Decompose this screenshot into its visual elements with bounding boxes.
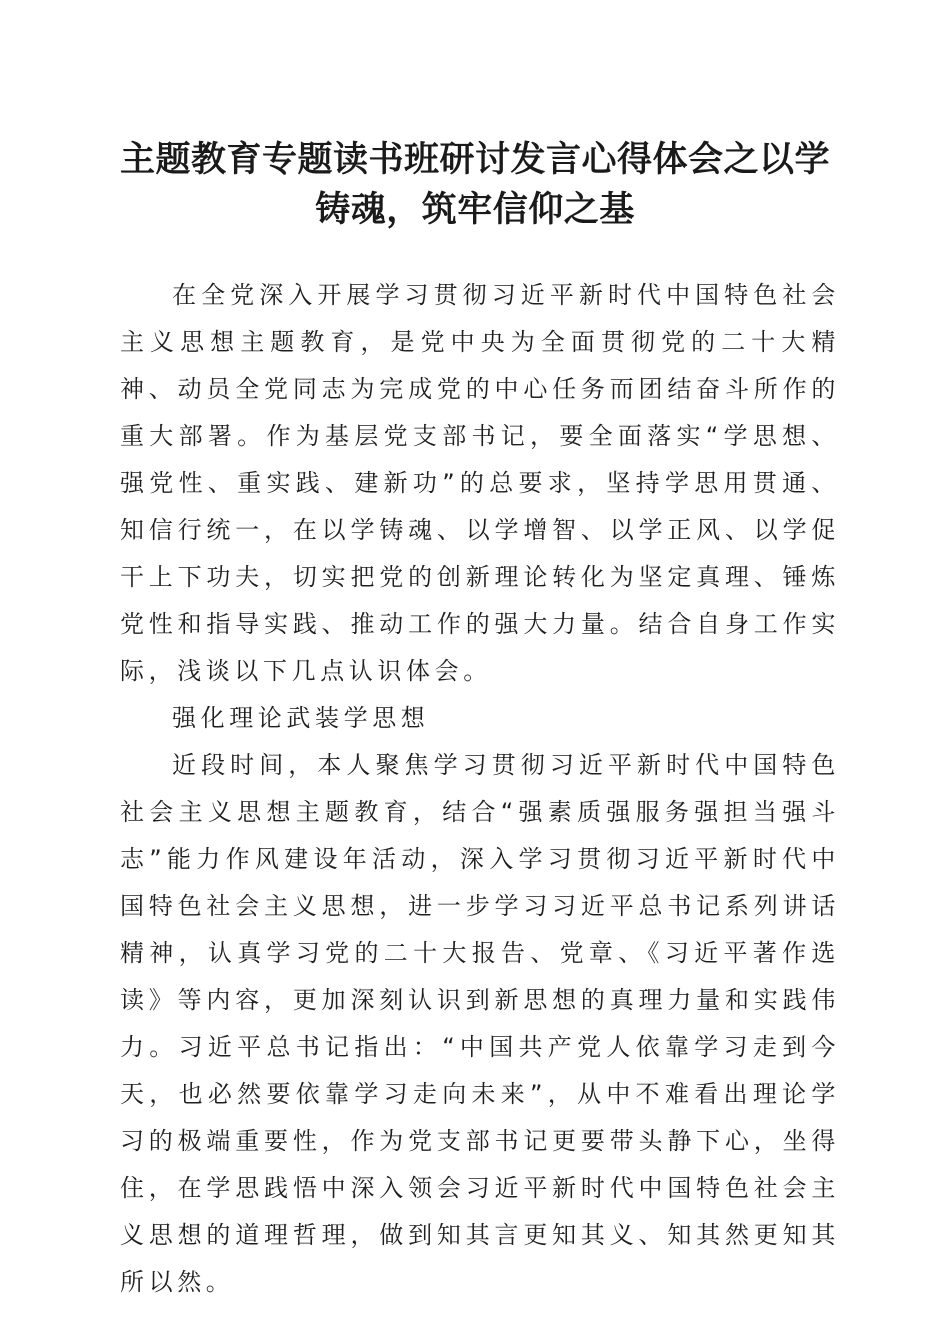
- section-paragraph: 近段时间，本人聚焦学习贯彻习近平新时代中国特色社会主义思想主题教育，结合“强素质强服务强担当强斗志”能力作风建设年活动，深入学习贯彻习近平新时代中国特色社会主义思想，进一步学习习近平总书记系列讲话精神，认真学习党的二十大报告、党章、《习近平著作选读》等内容，更加深刻认识到新思想的真理力量和实践伟力。习近平总书记指出：“中国共产党人依靠学习走到今天，也必然要依靠学习走向未来”，从中不难看出理论学习的极端重要性，作为党支部书记更要带头静下心，坐得住，在学思践悟中深入领会习近平新时代中国特色社会主义思想的道理哲理，做到知其言更知其义、知其然更知其所以然。: [120, 751, 840, 1296]
- document-title: [100, 135, 850, 235]
- section-heading: 强化理论武装学思想: [172, 704, 430, 732]
- title-line-2: 铸魂，筑牢信仰之基: [315, 189, 635, 230]
- title-line-1: 主题教育专题读书班研讨发言心得体会之以学: [119, 139, 830, 180]
- intro-paragraph: 在全党深入开展学习贯彻习近平新时代中国特色社会主义思想主题教育，是党中央为全面贯彻党的二十大精神、动员全党同志为完成党的中心任务而团结奋斗所作的重大部署。作为基层党支部书记，要全面落实“学思想、强党性、重实践、建新功”的总要求，坚持学思用贯通、知信行统一，在以学铸魂、以学增智、以学正风、以学促干上下功夫，切实把党的创新理论转化为坚定真理、锤炼党性和指导实践、推动工作的强大力量。结合自身工作实际，浅谈以下几点认识体会。: [120, 281, 840, 685]
- document-body: [120, 272, 840, 1306]
